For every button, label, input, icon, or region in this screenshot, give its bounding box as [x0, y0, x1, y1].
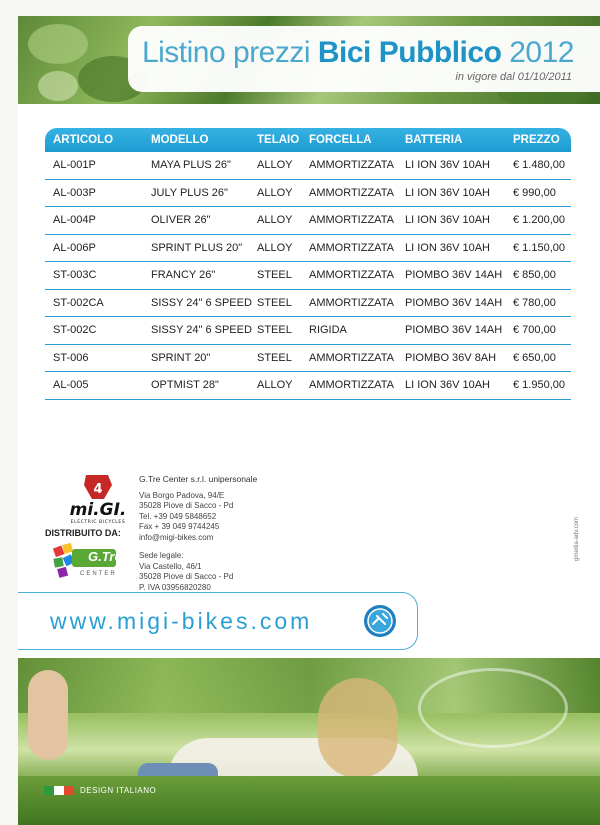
header-batteria: BATTERIA [405, 134, 463, 146]
company-tel: Tel. +39 049 5848652 [139, 511, 217, 521]
header-foliage-banner [18, 16, 600, 104]
cell-batteria: LI ION 36V 10AH [405, 186, 490, 199]
cell-modello: OLIVER 26" [151, 214, 211, 227]
company-address-1: Via Borgo Padova, 94/E [139, 490, 225, 500]
cell-articolo: AL-004P [53, 214, 96, 227]
table-row [45, 290, 571, 318]
cell-articolo: ST-002CA [53, 296, 104, 309]
cell-telaio: ALLOY [257, 214, 293, 227]
distributed-by-label: DISTRIBUITO DA: [45, 528, 121, 538]
cell-prezzo: € 1.950,00 [513, 379, 565, 392]
cell-forcella: AMMORTIZZATA [309, 186, 394, 199]
migi-logo [48, 471, 148, 529]
cell-modello: SPRINT 20" [151, 351, 211, 364]
cell-modello: MAYA PLUS 26" [151, 159, 231, 172]
cell-forcella: AMMORTIZZATA [309, 296, 394, 309]
table-row [45, 345, 571, 373]
header-articolo: ARTICOLO [53, 134, 114, 146]
cell-prezzo: € 990,00 [513, 186, 556, 199]
lifestyle-photo [18, 658, 600, 825]
migi-wordmark: mi.GI. [69, 500, 127, 520]
cell-modello: FRANCY 26" [151, 269, 216, 282]
cell-batteria: LI ION 36V 10AH [405, 214, 490, 227]
table-row [45, 180, 571, 208]
cell-prezzo: € 850,00 [513, 269, 556, 282]
cell-forcella: AMMORTIZZATA [309, 269, 394, 282]
cell-modello: SISSY 24" 6 SPEED [151, 324, 252, 337]
cell-forcella: RIGIDA [309, 324, 347, 337]
cell-prezzo: € 650,00 [513, 351, 556, 364]
page-title [142, 36, 574, 70]
cell-batteria: PIOMBO 36V 14AH [405, 324, 503, 337]
cell-telaio: STEEL [257, 324, 292, 337]
header-modello: MODELLO [151, 134, 209, 146]
table-row [45, 372, 571, 400]
table-row [45, 207, 571, 235]
cell-articolo: AL-001P [53, 159, 96, 172]
cell-telaio: ALLOY [257, 241, 293, 254]
gtre-wordmark: G.Tre [88, 549, 122, 564]
title-year: 2012 [509, 36, 574, 69]
gtre-sub: CENTER [80, 571, 117, 577]
cell-modello: SPRINT PLUS 20" [151, 241, 243, 254]
table-row [45, 235, 571, 263]
cell-articolo: ST-002C [53, 324, 97, 337]
cell-prezzo: € 700,00 [513, 324, 556, 337]
title-light: Listino prezzi [141, 36, 311, 69]
cell-forcella: AMMORTIZZATA [309, 241, 394, 254]
design-italiano-text: DESIGN ITALIANO [80, 786, 157, 795]
company-name: G.Tre Center s.r.l. unipersonale [139, 474, 258, 484]
migi-tagline: ELECTRIC BICYCLES [70, 520, 126, 525]
side-credit: gmedia-adv.com [574, 517, 580, 561]
header-telaio: TELAIO [257, 134, 300, 146]
cell-prezzo: € 780,00 [513, 296, 556, 309]
header-forcella: FORCELLA [309, 134, 372, 146]
cell-batteria: PIOMBO 36V 14AH [405, 296, 503, 309]
legal-label: Sede legale: [139, 551, 184, 560]
cell-forcella: AMMORTIZZATA [309, 214, 394, 227]
cell-telaio: ALLOY [257, 186, 293, 199]
validity-subtitle: in vigore dal 01/10/2011 [455, 71, 572, 83]
company-fax: Fax + 39 049 9744245 [139, 522, 220, 531]
title-bold: Bici Pubblico [317, 36, 502, 69]
price-table [45, 128, 571, 400]
cell-telaio: ALLOY [257, 159, 293, 172]
cell-batteria: PIOMBO 36V 14AH [405, 269, 503, 282]
cell-forcella: AMMORTIZZATA [309, 379, 394, 392]
cell-batteria: LI ION 36V 10AH [405, 241, 490, 254]
cell-articolo: ST-003C [53, 269, 97, 282]
website-link[interactable]: www.migi-bikes.com [50, 608, 313, 634]
cell-prezzo: € 1.200,00 [513, 214, 565, 227]
price-list-page [18, 16, 600, 825]
company-info [139, 474, 257, 593]
flag-green-icon [44, 786, 54, 795]
company-email[interactable]: info@migi-bikes.com [139, 532, 214, 542]
table-header [45, 128, 571, 152]
flag-white-icon [54, 786, 64, 795]
cell-articolo: ST-006 [53, 351, 89, 364]
cell-forcella: AMMORTIZZATA [309, 351, 394, 364]
header-prezzo: PREZZO [513, 134, 560, 146]
cell-prezzo: € 1.480,00 [513, 159, 565, 172]
design-italiano-badge [44, 786, 156, 795]
cell-articolo: AL-005 [53, 379, 89, 392]
vat-number: P. IVA 03956820280 [139, 582, 211, 592]
table-body [45, 152, 571, 400]
cell-telaio: STEEL [257, 269, 292, 282]
cell-modello: SISSY 24" 6 SPEED [151, 296, 252, 309]
cell-forcella: AMMORTIZZATA [309, 159, 394, 172]
cell-telaio: ALLOY [257, 379, 293, 392]
cell-articolo: AL-003P [53, 186, 96, 199]
cell-telaio: STEEL [257, 351, 292, 364]
cell-batteria: LI ION 36V 10AH [405, 159, 490, 172]
migi-shield-mark: 4 [93, 482, 103, 497]
cell-modello: OPTMIST 28" [151, 379, 219, 392]
cell-modello: JULY PLUS 26" [151, 186, 228, 199]
table-row [45, 317, 571, 345]
cell-batteria: LI ION 36V 10AH [405, 379, 490, 392]
cell-prezzo: € 1.150,00 [513, 241, 565, 254]
table-row [45, 152, 571, 180]
cell-articolo: AL-006P [53, 241, 96, 254]
flag-red-icon [64, 786, 74, 795]
legal-address-1: Via Castello, 46/1 [139, 561, 202, 571]
cell-batteria: PIOMBO 36V 8AH [405, 351, 497, 364]
cell-telaio: STEEL [257, 296, 292, 309]
legal-address-2: 35028 Piove di Sacco - Pd [139, 572, 234, 581]
table-row [45, 262, 571, 290]
plug-icon [363, 604, 397, 638]
company-address-2: 35028 Piove di Sacco - Pd [139, 501, 234, 510]
